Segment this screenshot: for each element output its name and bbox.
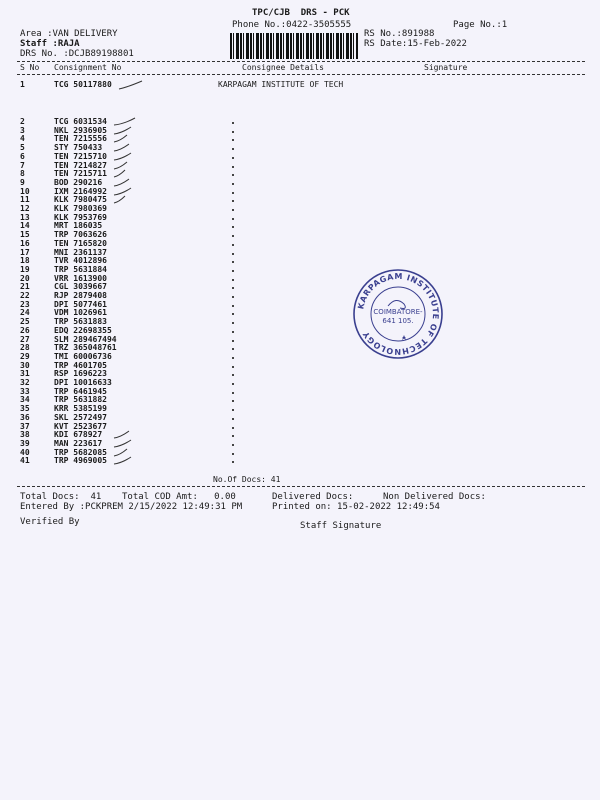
consignee-placeholder-dot: [232, 200, 234, 202]
col-signature: Signature: [424, 63, 468, 72]
row-consignment: TVR 4012896: [54, 256, 107, 266]
consignee-placeholder-dot: [232, 131, 234, 133]
table-row: [0, 205, 300, 214]
consignee-placeholder-dot: [232, 279, 234, 281]
consignee-placeholder-dot: [232, 366, 234, 368]
row-sno: 30: [20, 360, 30, 370]
consignee-placeholder-dot: [232, 444, 234, 446]
row-1-consignee: KARPAGAM INSTITUTE OF TECH: [218, 80, 344, 89]
consignee-placeholder-dot: [232, 270, 234, 272]
row-sno: 41: [20, 456, 30, 466]
row-sno: 3: [20, 125, 25, 135]
row-sno: 29: [20, 351, 30, 361]
col-consignee: Consignee Details: [242, 63, 324, 72]
delivered-docs: Delivered Docs:: [272, 492, 354, 502]
row-sno: 11: [20, 195, 30, 205]
no-of-docs: No.Of Docs: 41: [213, 475, 281, 484]
table-row: [0, 283, 300, 292]
staff-signature: Staff Signature: [300, 521, 382, 531]
row-sno: 28: [20, 343, 30, 353]
consignee-placeholder-dot: [232, 331, 234, 333]
table-row: [0, 318, 300, 327]
row-consignment: KLK 7953769: [54, 212, 107, 222]
table-row: [0, 222, 300, 231]
table-row: [0, 327, 300, 336]
consignee-placeholder-dot: [232, 383, 234, 385]
consignee-placeholder-dot: [232, 400, 234, 402]
col-consignment: Consignment No: [54, 63, 122, 72]
row-sno: 34: [20, 395, 30, 405]
table-row: [0, 257, 300, 266]
row-consignment: TRP 5682085: [54, 447, 107, 457]
row-sno: 24: [20, 308, 30, 318]
row-sno: 38: [20, 430, 30, 440]
table-row: [0, 118, 300, 127]
table-row: [0, 135, 300, 144]
row-consignment: MNI 2361137: [54, 247, 107, 257]
consignee-placeholder-dot: [232, 148, 234, 150]
row-consignment: KRR 5385199: [54, 404, 107, 414]
delivered-tick: [113, 456, 139, 466]
row-sno: 33: [20, 386, 30, 396]
row-consignment: KLK 7980369: [54, 204, 107, 213]
row-consignment: TEN 7165820: [54, 238, 107, 248]
consignee-placeholder-dot: [232, 287, 234, 289]
row-sno: 8: [20, 169, 25, 179]
consignee-placeholder-dot: [232, 409, 234, 411]
footer-divider: [17, 486, 585, 487]
verified-by: Verified By: [20, 517, 80, 527]
barcode: [230, 33, 358, 59]
row-sno: 35: [20, 404, 30, 414]
table-row: [0, 449, 300, 458]
consignee-placeholder-dot: [232, 453, 234, 455]
row-consignment: EDQ 22698355: [54, 325, 112, 335]
row-1-consignment: TCG 50117880: [54, 80, 112, 89]
row-sno: 40: [20, 447, 30, 457]
consignee-placeholder-dot: [232, 357, 234, 359]
consignee-placeholder-dot: [232, 235, 234, 237]
row-consignment: TEN 7215710: [54, 151, 107, 161]
table-row: [0, 353, 300, 362]
row-consignment: BOD 290216: [54, 177, 103, 187]
row-sno: 32: [20, 378, 30, 387]
consignee-placeholder-dot: [232, 166, 234, 168]
consignee-placeholder-dot: [232, 183, 234, 185]
consignee-placeholder-dot: [232, 461, 234, 463]
row-sno: 21: [20, 282, 30, 292]
printed-on: Printed on: 15-02-2022 12:49:54: [272, 502, 440, 512]
consignee-placeholder-dot: [232, 374, 234, 376]
consignee-placeholder-dot: [232, 261, 234, 263]
table-row: [0, 431, 300, 440]
table-row: [0, 144, 300, 153]
staff-label: Staff :RAJA: [20, 39, 80, 49]
stamp-city: COIMBATORE-: [373, 308, 423, 316]
delivered-tick: [118, 80, 144, 92]
delivered-tick: [113, 195, 139, 205]
phone-number: Phone No.:0422-3505555: [232, 20, 352, 30]
consignee-placeholder-dot: [232, 427, 234, 429]
table-row: [0, 362, 300, 371]
table-row: [0, 275, 300, 284]
total-docs: Total Docs: 41: [20, 492, 102, 502]
row-sno: 20: [20, 273, 30, 283]
table-row: [0, 127, 300, 136]
row-consignment: TRP 5631882: [54, 395, 107, 405]
table-row: [0, 170, 300, 179]
row-consignment: TEN 7215711: [54, 169, 107, 179]
table-row: [0, 309, 300, 318]
area-label: Area :VAN DELIVERY: [20, 29, 118, 39]
row-sno: 18: [20, 256, 30, 266]
row-consignment: DPI 5077461: [54, 299, 107, 309]
consignee-placeholder-dot: [232, 348, 234, 350]
consignee-placeholder-dot: [232, 253, 234, 255]
row-consignment: TRP 4601705: [54, 360, 107, 370]
row-consignment: SKL 2572497: [54, 412, 107, 422]
table-row: [0, 457, 300, 466]
table-row: [0, 388, 300, 397]
table-row: [0, 292, 300, 301]
row-consignment: TMI 60006736: [54, 351, 112, 361]
table-row: [0, 162, 300, 171]
consignee-placeholder-dot: [232, 313, 234, 315]
table-row: [0, 370, 300, 379]
row-sno: 7: [20, 160, 25, 170]
consignee-placeholder-dot: [232, 296, 234, 298]
header-divider: [17, 61, 585, 62]
row-consignment: TRP 6461945: [54, 386, 107, 396]
row-sno: 31: [20, 369, 30, 379]
consignee-placeholder-dot: [232, 139, 234, 141]
row-consignment: MRT 186035: [54, 221, 103, 231]
row-sno: 26: [20, 325, 30, 335]
row-sno: 27: [20, 334, 30, 344]
row-consignment: MAN 223617: [54, 438, 103, 448]
consignee-placeholder-dot: [232, 122, 234, 124]
table-row: [0, 405, 300, 414]
row-sno: 10: [20, 186, 30, 196]
rs-date: RS Date:15-Feb-2022: [364, 39, 467, 49]
consignee-placeholder-dot: [232, 157, 234, 159]
col-sno: S No: [20, 63, 40, 72]
row-sno: 14: [20, 221, 30, 231]
stamp-ring-text: KARPAGAM INSTITUTE OF TECHNOLOGY: [356, 271, 441, 357]
row-1-sno: 1: [20, 80, 25, 89]
consignee-placeholder-dot: [232, 209, 234, 211]
row-sno: 17: [20, 247, 30, 257]
total-cod-amount: Total COD Amt: 0.00: [122, 492, 236, 502]
columns-divider: [17, 74, 585, 75]
row-consignment: TRP 5631884: [54, 264, 107, 274]
consignee-placeholder-dot: [232, 218, 234, 220]
table-row: [0, 179, 300, 188]
consignee-placeholder-dot: [232, 226, 234, 228]
page-number: Page No.:1: [453, 20, 508, 30]
table-row: [0, 414, 300, 423]
row-sno: 4: [20, 134, 25, 144]
row-sno: 39: [20, 438, 30, 448]
consignee-placeholder-dot: [232, 244, 234, 246]
row-sno: 22: [20, 291, 30, 300]
consignee-placeholder-dot: [232, 192, 234, 194]
row-consignment: TRP 5631883: [54, 317, 107, 327]
table-row: [0, 423, 300, 432]
table-row: [0, 301, 300, 310]
row-consignment: STY 750433: [54, 143, 103, 153]
row-consignment: IXM 2164992: [54, 186, 107, 196]
row-consignment: TEN 7214827: [54, 160, 107, 170]
row-consignment: TEN 7215556: [54, 134, 107, 144]
table-row: [0, 396, 300, 405]
consignee-placeholder-dot: [232, 418, 234, 420]
row-sno: 19: [20, 264, 30, 274]
row-consignment: TRP 7063626: [54, 230, 107, 240]
consignee-placeholder-dot: [232, 435, 234, 437]
row-sno: 15: [20, 230, 30, 240]
row-sno: 13: [20, 212, 30, 222]
report-title: TPC/CJB DRS - PCK: [252, 8, 350, 18]
table-row: [0, 214, 300, 223]
row-sno: 16: [20, 238, 30, 248]
table-row: [0, 153, 300, 162]
row-sno: 2: [20, 117, 25, 126]
row-consignment: NKL 2936905: [54, 125, 107, 135]
consignee-placeholder-dot: [232, 305, 234, 307]
stamp-pin: 641 105.: [382, 317, 414, 325]
row-sno: 23: [20, 299, 30, 309]
table-row: [0, 336, 300, 345]
table-row: [0, 188, 300, 197]
row-consignment: TRP 4969005: [54, 456, 107, 466]
row-consignment: DPI 10016633: [54, 378, 112, 387]
table-row: [0, 196, 300, 205]
row-consignment: CGL 3039667: [54, 282, 107, 292]
table-row: [0, 249, 300, 258]
drs-number: DRS No. :DCJB89198801: [20, 49, 134, 59]
row-consignment: SLM 289467494: [54, 334, 117, 344]
row-sno: 37: [20, 421, 30, 431]
row-consignment: KDI 678927: [54, 430, 103, 440]
table-row: [0, 440, 300, 449]
table-row: [0, 266, 300, 275]
table-row: [0, 344, 300, 353]
consignee-placeholder-dot: [232, 392, 234, 394]
row-sno: 6: [20, 151, 25, 161]
row-consignment: TCG 6031534: [54, 117, 107, 126]
row-consignment: VDM 1026961: [54, 308, 107, 318]
row-consignment: KLK 7980475: [54, 195, 107, 205]
row-sno: 36: [20, 412, 30, 422]
row-consignment: VRR 1613900: [54, 273, 107, 283]
row-sno: 5: [20, 143, 25, 153]
row-consignment: TRZ 365048761: [54, 343, 117, 353]
table-row: [0, 240, 300, 249]
row-sno: 25: [20, 317, 30, 327]
table-row: [0, 231, 300, 240]
row-sno: 12: [20, 204, 30, 213]
rs-number: RS No.:891988: [364, 29, 435, 39]
consignee-placeholder-dot: [232, 174, 234, 176]
entered-by: Entered By :PCKPREM 2/15/2022 12:49:31 PM: [20, 502, 243, 512]
institution-stamp: [352, 268, 444, 360]
row-consignment: RSP 1696223: [54, 369, 107, 379]
consignee-placeholder-dot: [232, 340, 234, 342]
table-row: [0, 379, 300, 388]
consignee-placeholder-dot: [232, 322, 234, 324]
non-delivered-docs: Non Delivered Docs:: [383, 492, 486, 502]
row-consignment: KVT 2523677: [54, 421, 107, 431]
row-sno: 9: [20, 177, 25, 187]
row-consignment: RJP 2879408: [54, 291, 107, 300]
